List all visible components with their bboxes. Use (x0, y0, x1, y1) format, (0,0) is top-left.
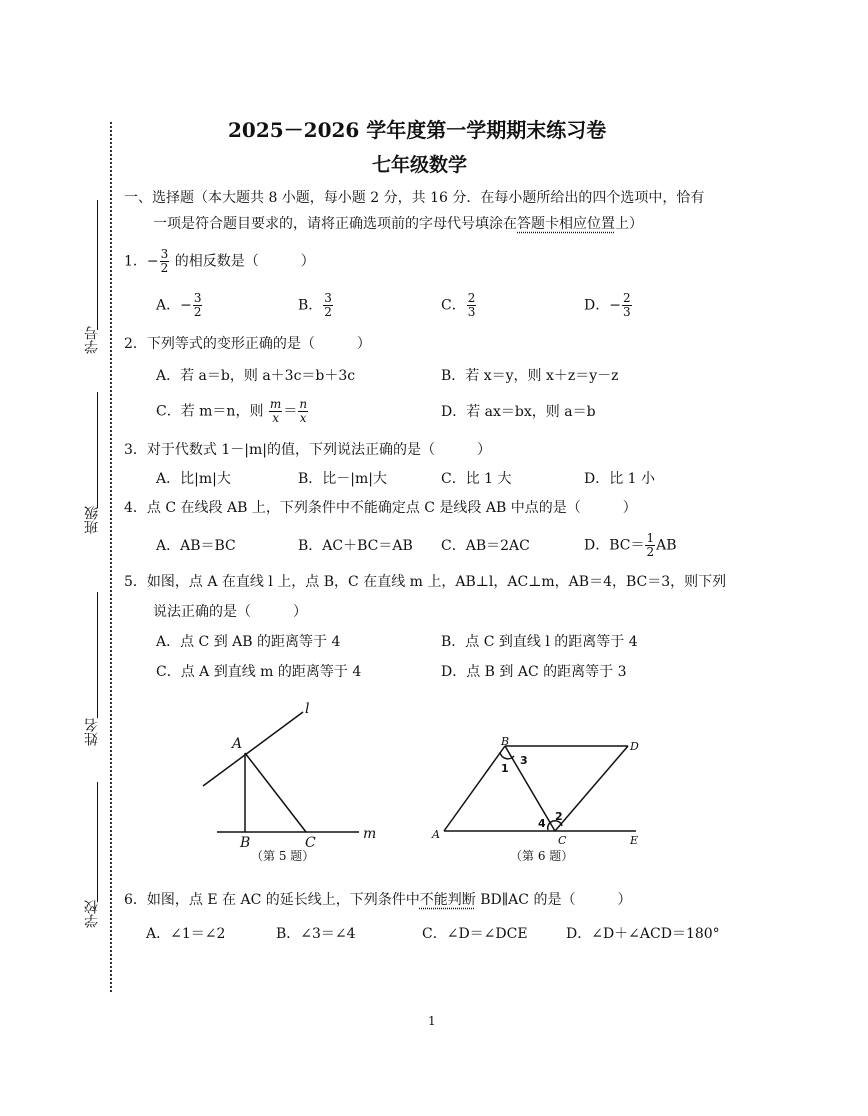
question-4-option-a: A．AB＝BC (156, 538, 236, 554)
class-label: 班级 (84, 506, 100, 534)
question-4-option-d: D．BC＝ $\frac{1}{2}$ AB (584, 531, 677, 559)
point-a-label: A (232, 736, 243, 752)
school-label: 学校 (84, 900, 100, 928)
point-b-label: B (501, 735, 510, 748)
line-l-label: l (305, 701, 310, 717)
angle-2-label: 2 (555, 810, 563, 823)
question-5-option-c: C．点 A 到直线 m 的距离等于 4 (156, 664, 362, 680)
line-m-label: m (363, 826, 377, 842)
name-line (97, 592, 98, 718)
question-1-option-d: D．− $\frac{2}{3}$ (584, 291, 631, 319)
figure-6-caption: （第 6 题） (510, 849, 574, 863)
question-4-option-b: B．AC＋BC＝AB (298, 538, 413, 554)
segment-bc (505, 746, 555, 831)
question-3-option-b: B．比－|m|大 (298, 471, 387, 487)
point-c-label: C (558, 834, 567, 847)
question-2-option-b: B．若 x＝y，则 x＋z＝y－z (441, 368, 619, 384)
question-4-stem: 4．点 C 在线段 AB 上，下列条件中不能确定点 C 是线段 AB 中点的是（ ） (124, 500, 637, 516)
question-6-option-b: B．∠3＝∠4 (276, 926, 356, 942)
point-d-label: D (630, 740, 639, 753)
question-2-option-a: A．若 a＝b，则 a＋3c＝b＋3c (156, 368, 356, 384)
line-l (203, 712, 303, 786)
question-6-stem: 6．如图，点 E 在 AC 的延长线上，下列条件中不能判断 BD∥AC 的是（ ） (124, 892, 632, 908)
name-label: 姓名 (84, 718, 100, 746)
question-2-option-c: C．若 m＝n，则 $\frac{m}{x}$ ＝ $\frac{n}{x}$ (156, 397, 308, 425)
figure-6 (428, 734, 648, 868)
segment-ac (245, 753, 306, 832)
question-3-stem: 3．对于代数式 1－|m|的值，下列说法正确的是（ ） (124, 442, 491, 458)
point-a-label: A (432, 828, 440, 841)
binding-dotted-line (110, 122, 112, 992)
question-3-option-a: A．比|m|大 (156, 471, 231, 487)
question-5-option-b: B．点 C 到直线 l 的距离等于 4 (441, 634, 638, 650)
question-5-option-d: D．点 B 到 AC 的距离等于 3 (441, 664, 627, 680)
point-c-label: C (305, 835, 316, 851)
question-4-option-c: C．AB＝2AC (441, 538, 530, 554)
question-5-stem-line1: 5．如图，点 A 在直线 l 上，点 B，C 在直线 m 上，AB⊥l，AC⊥m，AB＝4，BC＝3，则下列 (124, 574, 727, 590)
class-line (97, 392, 98, 508)
question-6-option-a: A．∠1＝∠2 (146, 926, 226, 942)
angle-arc-b (500, 752, 514, 759)
question-1-option-b: B． $\frac{3}{2}$ (298, 291, 332, 319)
student-no-line (97, 200, 98, 330)
angle-4-label: 4 (538, 817, 546, 830)
question-6-option-d: D．∠D＋∠ACD＝180° (566, 926, 720, 942)
student-no-label: 学号 (84, 326, 100, 354)
question-2-option-d: D．若 ax＝bx，则 a＝b (441, 404, 596, 420)
segment-ab (444, 746, 505, 831)
question-2-stem: 2．下列等式的变形正确的是（ ） (124, 336, 371, 352)
section-heading-line1: 一、选择题（本大题共 8 小题，每小题 2 分，共 16 分．在每小题所给出的四个选项中，恰有 (124, 190, 705, 206)
point-b-label: B (240, 835, 251, 851)
question-1-option-a: A．− $\frac{3}{2}$ (156, 291, 202, 319)
question-3-option-d: D．比 1 小 (584, 471, 656, 487)
question-3-option-c: C．比 1 大 (441, 471, 512, 487)
angle-3-label: 3 (520, 754, 528, 767)
question-5-option-a: A．点 C 到 AB 的距离等于 4 (156, 634, 341, 650)
page-number: 1 (428, 1014, 436, 1028)
question-1-option-c: C． $\frac{2}{3}$ (441, 291, 476, 319)
point-e-label: E (630, 834, 639, 847)
school-line (97, 782, 98, 902)
segment-cd (555, 746, 628, 831)
angle-1-label: 1 (501, 762, 509, 775)
question-1-stem: 1．− $\frac{3}{2}$ 的相反数是（ ） (124, 247, 315, 275)
question-6-option-c: C．∠D＝∠DCE (422, 926, 528, 942)
figure-5 (195, 698, 395, 868)
page-subtitle: 七年级数学 (372, 154, 468, 176)
page-title: 2025－2026 学年度第一学期期末练习卷 (228, 118, 607, 142)
question-5-stem-line2: 说法正确的是（ ） (153, 604, 307, 620)
figure-5-caption: （第 5 题） (251, 849, 315, 863)
section-heading-line2: 一项是符合题目要求的，请将正确选项前的字母代号填涂在答题卡相应位置上） (153, 216, 643, 232)
